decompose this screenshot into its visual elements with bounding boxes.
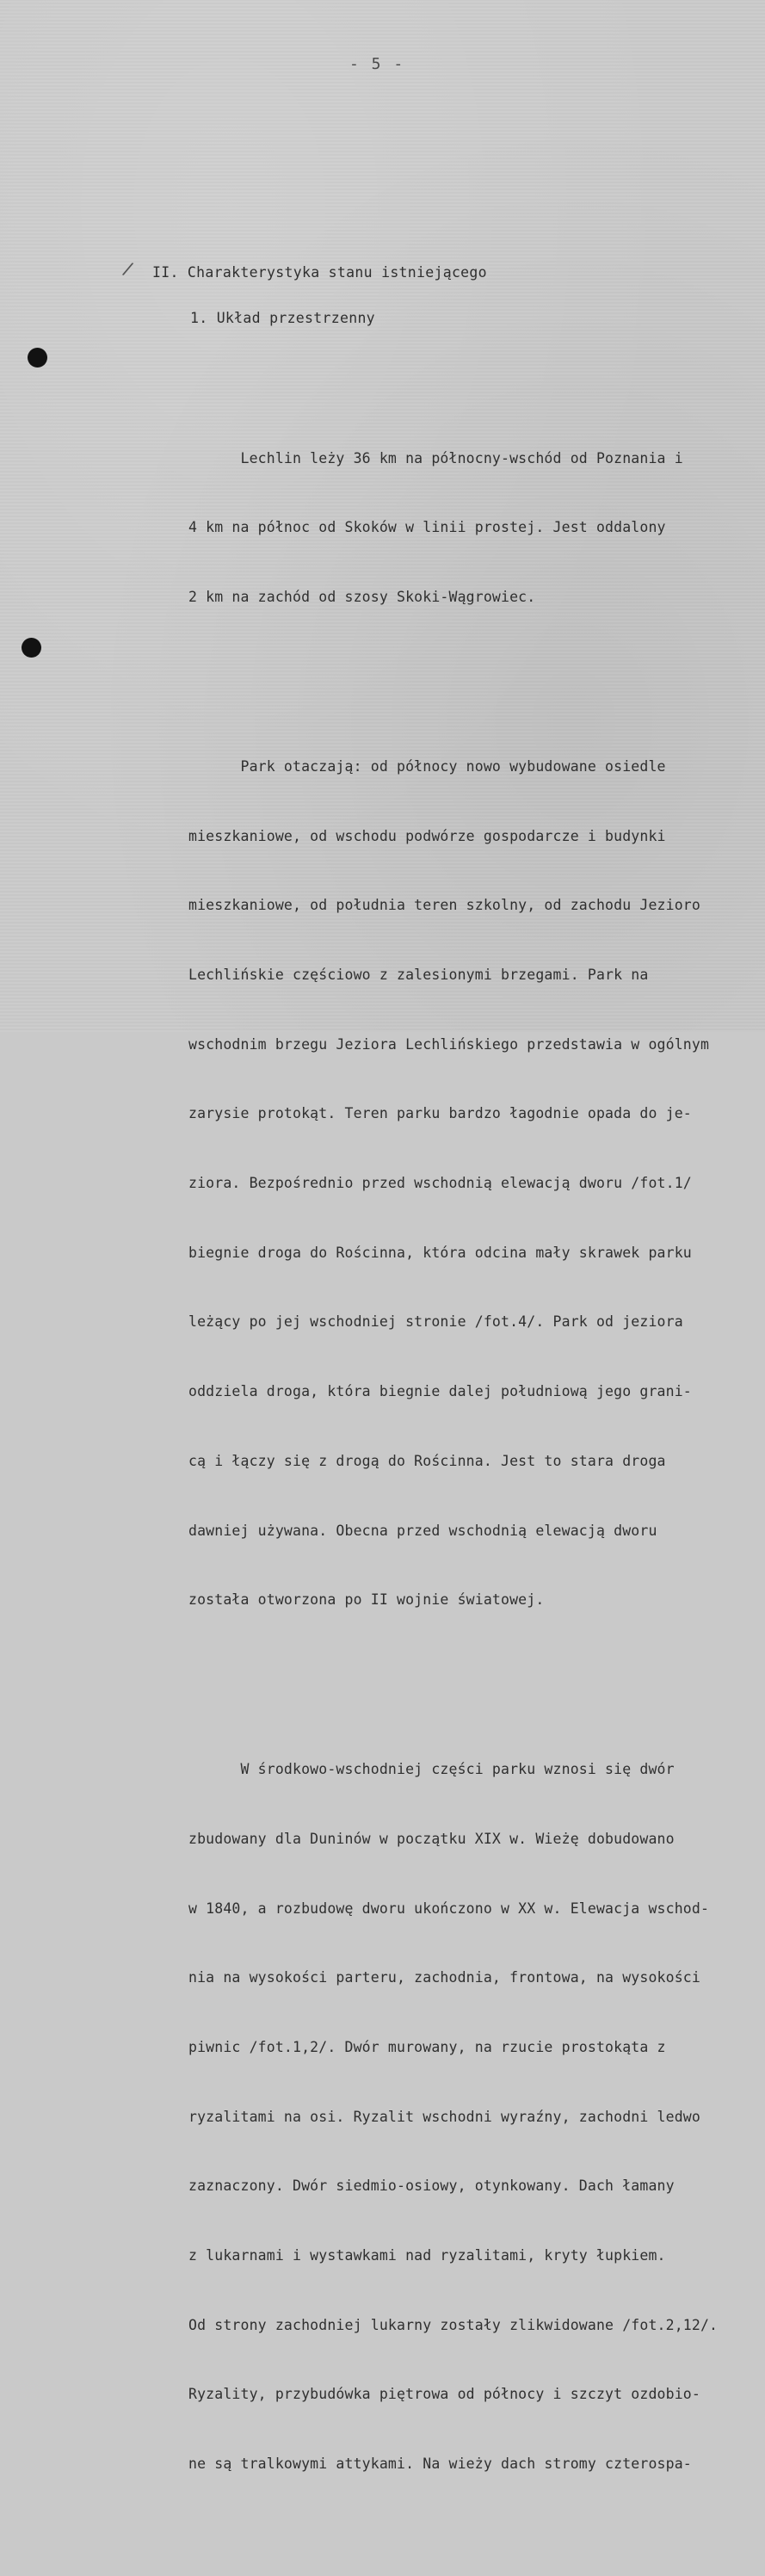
margin-mark: / — [120, 256, 136, 281]
paragraph-manor-house — [188, 1712, 718, 2523]
text-line: z lukarnami i wystawkami nad ryzalitami, kryty łupkiem. — [188, 2247, 666, 2264]
text-line: Lechlińskie częściowo z zalesionymi brzegami. Park na — [188, 966, 649, 983]
paragraph-location — [188, 401, 718, 656]
text-line: Ryzality, przybudówka piętrowa od północy i szczyt ozdobio- — [188, 2386, 700, 2403]
text-line: oddziela droga, która biegnie dalej południową jego grani- — [188, 1383, 692, 1400]
text-line: biegnie droga do Rościnna, która odcina mały skrawek parku — [188, 1244, 692, 1261]
text-line: piwnic /fot.1,2/. Dwór murowany, na rzucie prostokąta z — [188, 2038, 666, 2055]
body-text — [188, 355, 718, 2576]
text-line: w 1840, a rozbudowę dworu ukończono w XX w. Elewacja wschod- — [188, 1900, 710, 1917]
text-line: 4 km na północ od Skoków w linii prostej. Jest oddalony — [188, 519, 666, 536]
text-line: została otworzona po II wojnie światowej. — [188, 1591, 545, 1609]
text-line: nia na wysokości parteru, zachodnia, frontowa, na wysokości — [188, 1969, 700, 1986]
text-line: dawniej używana. Obecna przed wschodnią elewacją dworu — [188, 1522, 657, 1539]
text-line: wschodnim brzegu Jeziora Lechlińskiego przedstawia w ogólnym — [188, 1035, 710, 1053]
text-line: Od strony zachodniej lukarny zostały zlikwidowane /fot.2,12/. — [188, 2316, 719, 2333]
text-line: W środkowo-wschodniej części parku wznosi się dwór — [188, 1761, 675, 1778]
text-line: zaznaczony. Dwór siedmio-osiowy, otynkowany. Dach łamany — [188, 2178, 675, 2195]
punch-hole-lower — [22, 638, 41, 658]
text-line: 2 km na zachód od szosy Skoki-Wągrowiec. — [188, 589, 536, 606]
section-heading: II. Charakterystyka stanu istniejącego — [152, 264, 487, 281]
text-line: Lechlin leży 36 km na północny-wschód od Poznania i — [188, 449, 683, 466]
text-line: mieszkaniowe, od południa teren szkolny, od zachodu Jezioro — [188, 897, 700, 914]
text-line: mieszkaniowe, od wschodu podwórze gospodarcze i budynki — [188, 827, 666, 844]
text-line: zbudowany dla Duninów w początku XIX w. Wieżę dobudowano — [188, 1830, 675, 1847]
text-line: Park otaczają: od północy nowo wybudowane osiedle — [188, 757, 666, 775]
text-line: ziora. Bezpośrednio przed wschodnią elewacją dworu /fot.1/ — [188, 1175, 692, 1192]
text-line: cą i łączy się z drogą do Rościnna. Jest to stara droga — [188, 1452, 666, 1469]
text-line: ryzalitami na osi. Ryzalit wschodni wyraźny, zachodni ledwo — [188, 2108, 700, 2125]
subsection-heading: 1. Układ przestrzenny — [190, 310, 375, 326]
punch-hole-upper — [28, 348, 47, 368]
text-line: leżący po jej wschodniej stronie /fot.4/. Park od jeziora — [188, 1313, 683, 1331]
text-line: ne są tralkowymi attykami. Na wieży dach stromy czterospa- — [188, 2456, 692, 2473]
paragraph-park-boundaries — [188, 709, 718, 1659]
page-number: - 5 - — [349, 55, 405, 73]
text-line: zarysie protokąt. Teren parku bardzo łagodnie opada do je- — [188, 1105, 692, 1122]
